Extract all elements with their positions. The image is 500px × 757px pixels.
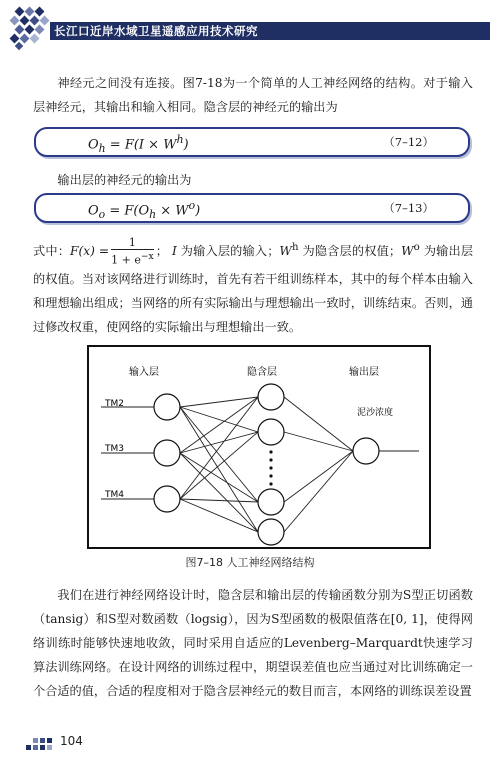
input-hidden-connection bbox=[180, 407, 258, 502]
layer-label-hidden: 隐含层 bbox=[247, 367, 277, 378]
hidden-output-connection bbox=[284, 397, 353, 451]
neuron-nodes bbox=[154, 384, 379, 545]
equation-number: （7–13） bbox=[383, 201, 434, 215]
paragraph-design: 我们在进行神经网络设计时，隐含层和输出层的传输函数分别为S型正切函数（tansig）和S型对数函数（logsig），因为S型函数的极限值落在[0, 1]，使得网络训练时能够快速地收敛，同时采用自适应的Levenberg–Marquardt快速学习算法训练网络。在设计网络的训练过程中，期望误差值也应当通过对比训练确定一个合适的值，合适的程度相对于隐含层神经元的数目而言，本网络的训练误差设置 bbox=[33, 588, 473, 698]
input-hidden-connection bbox=[180, 453, 258, 502]
layer-label-output: 输出层 bbox=[349, 367, 379, 378]
ellipsis-dot bbox=[269, 482, 272, 485]
paragraph-output-layer: 输出层的神经元的输出为 bbox=[57, 173, 192, 187]
ellipsis-dot bbox=[269, 458, 272, 461]
equation-number: （7–12） bbox=[383, 135, 434, 149]
neural-network-figure bbox=[87, 345, 431, 549]
footer-mosaic-icon bbox=[26, 735, 54, 753]
hidden-neuron bbox=[258, 419, 284, 445]
input-hidden-connection bbox=[180, 397, 258, 499]
input-label-tm2: TM2 bbox=[105, 399, 124, 409]
hidden-output-connection bbox=[284, 451, 353, 532]
equation-box-7-13 bbox=[34, 193, 470, 223]
equation-box-7-12 bbox=[34, 127, 470, 157]
hidden-output-connection bbox=[284, 432, 353, 451]
input-hidden-connection bbox=[180, 453, 258, 532]
equation-formula: $O_o = F(O_h \times W^o)$ bbox=[88, 199, 201, 221]
hidden-neuron bbox=[258, 519, 284, 545]
fraction: $\frac{1}{1 + e^{-x}}$ bbox=[111, 236, 154, 267]
input-hidden-connection bbox=[180, 499, 258, 502]
page-number: 104 bbox=[60, 734, 83, 748]
ellipsis-dot bbox=[269, 466, 272, 469]
header-mosaic-icon bbox=[6, 4, 54, 52]
ellipsis-dot bbox=[269, 450, 272, 453]
input-hidden-connection bbox=[180, 407, 258, 432]
input-hidden-connection bbox=[180, 407, 258, 532]
layer-label-input: 输入层 bbox=[129, 367, 159, 378]
hidden-neuron bbox=[258, 489, 284, 515]
input-neuron bbox=[154, 486, 180, 512]
figure-caption: 图7–18 人工神经网络结构 bbox=[185, 556, 315, 569]
equation-formula: $O_h = F(I \times W^h)$ bbox=[88, 133, 189, 155]
ellipsis-dots bbox=[269, 450, 272, 485]
running-header-title: 长江口近岸水域卫星遥感应用技术研究 bbox=[54, 24, 258, 38]
output-label: 泥沙浓度 bbox=[357, 408, 394, 418]
paragraph-intro: 神经元之间没有连接。图7-18为一个简单的人工神经网络的结构。对于输入层神经元，其输出和输入相同。隐含层的神经元的输出为 bbox=[33, 76, 473, 114]
hidden-output-connection bbox=[284, 451, 353, 502]
input-neuron bbox=[154, 440, 180, 466]
output-neuron bbox=[353, 438, 379, 464]
input-hidden-connection bbox=[180, 499, 258, 532]
hidden-neuron bbox=[258, 384, 284, 410]
ellipsis-dot bbox=[269, 474, 272, 477]
paragraph-definitions: 式中：F(x) = $\frac{1}{1 + e^{-x}}$ ； I 为输入层的输入；$W^h$ 为隐含层的权值；$W^o$ 为输出层的权值。当对该网络进行训练时，首先有若干组训练样本，其中的每个样本由输入和理想输出组成；当网络的所有实际输出与理想输出一致时，训练结束。否则，通过修改权重，使网络的实际输出与理想输出一致。 bbox=[33, 236, 474, 334]
input-neuron bbox=[154, 394, 180, 420]
neural-network-diagram bbox=[89, 347, 429, 547]
input-label-tm4: TM4 bbox=[105, 490, 124, 500]
input-label-tm3: TM3 bbox=[105, 444, 124, 454]
